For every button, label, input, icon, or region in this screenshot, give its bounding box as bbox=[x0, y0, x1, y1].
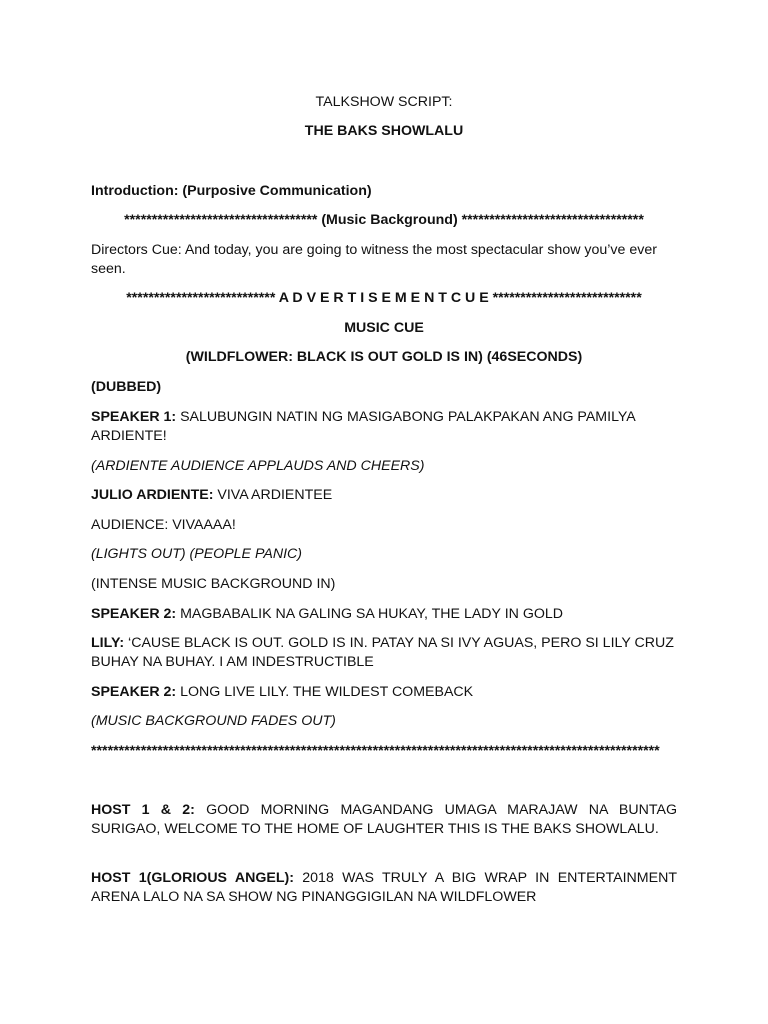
speaker-name: LILY: bbox=[91, 635, 125, 651]
audience-line: AUDIENCE: VIVAAAA! bbox=[91, 517, 236, 533]
music-direction: (INTENSE MUSIC BACKGROUND IN) bbox=[91, 576, 336, 592]
dialogue-text: 2018 WAS TRULY A BIG WRAP IN ENTERTAINMENT ARENA LALO NA SA SHOW NG PINANGGIGILAN NA WILDFLOWER bbox=[91, 870, 677, 905]
script-type-heading: TALKSHOW SCRIPT: bbox=[315, 94, 453, 110]
script-line-host-1 bbox=[91, 869, 677, 907]
speaker-name: HOST 1 & 2: bbox=[91, 802, 195, 818]
music-cue: MUSIC CUE bbox=[344, 320, 424, 336]
script-line-speaker-2 bbox=[91, 605, 677, 624]
speaker-name: SPEAKER 2: bbox=[91, 684, 177, 700]
stage-direction: (LIGHTS OUT) (PEOPLE PANIC) bbox=[91, 546, 302, 562]
advertisement-cue: *************************** A D V E R T I S E M E N T C U E *************************** bbox=[126, 290, 642, 306]
script-line-hosts bbox=[91, 801, 677, 839]
speaker-name: HOST 1(GLORIOUS ANGEL): bbox=[91, 870, 294, 886]
dubbed-cue: (DUBBED) bbox=[91, 379, 162, 395]
dialogue-text: MAGBABALIK NA GALING SA HUKAY, THE LADY IN GOLD bbox=[176, 606, 564, 622]
script-line-julio bbox=[91, 486, 677, 505]
music-background-cue: *********************************** (Music Background) ********************************* bbox=[124, 212, 644, 228]
dialogue-text: ‘CAUSE BLACK IS OUT. GOLD IS IN. PATAY NA SI IVY AGUAS, PERO SI LILY CRUZ BUHAY NA BUHAY. I AM INDESTRUCTIBLE bbox=[91, 635, 674, 670]
script-line-speaker-1 bbox=[91, 408, 677, 446]
directors-cue: Directors Cue: And today, you are going to witness the most spectacular show you’ve ever seen. bbox=[91, 242, 657, 277]
section-divider: ******************************************************************************************************* bbox=[91, 743, 660, 759]
show-title: THE BAKS SHOWLALU bbox=[304, 123, 464, 139]
speaker-name: JULIO ARDIENTE: bbox=[91, 487, 214, 503]
speaker-name: SPEAKER 1: bbox=[91, 409, 177, 425]
dialogue-text: SALUBUNGIN NATIN NG MASIGABONG PALAKPAKAN ANG PAMILYA ARDIENTE! bbox=[91, 409, 635, 444]
script-line-speaker-2 bbox=[91, 683, 677, 702]
wildflower-cue: (WILDFLOWER: BLACK IS OUT GOLD IS IN) (46SECONDS) bbox=[185, 349, 583, 365]
stage-direction: (MUSIC BACKGROUND FADES OUT) bbox=[91, 713, 336, 729]
intro-heading: Introduction: (Purposive Communication) bbox=[91, 183, 372, 199]
script-line-lily bbox=[91, 634, 677, 672]
dialogue-text: LONG LIVE LILY. THE WILDEST COMEBACK bbox=[176, 684, 474, 700]
dialogue-text: VIVA ARDIENTEE bbox=[213, 487, 333, 503]
speaker-name: SPEAKER 2: bbox=[91, 606, 177, 622]
stage-direction: (ARDIENTE AUDIENCE APPLAUDS AND CHEERS) bbox=[91, 458, 425, 474]
dialogue-text: GOOD MORNING MAGANDANG UMAGA MARAJAW NA BUNTAG SURIGAO, WELCOME TO THE HOME OF LAUGHTER THIS IS THE BAKS SHOWLALU. bbox=[91, 802, 677, 837]
